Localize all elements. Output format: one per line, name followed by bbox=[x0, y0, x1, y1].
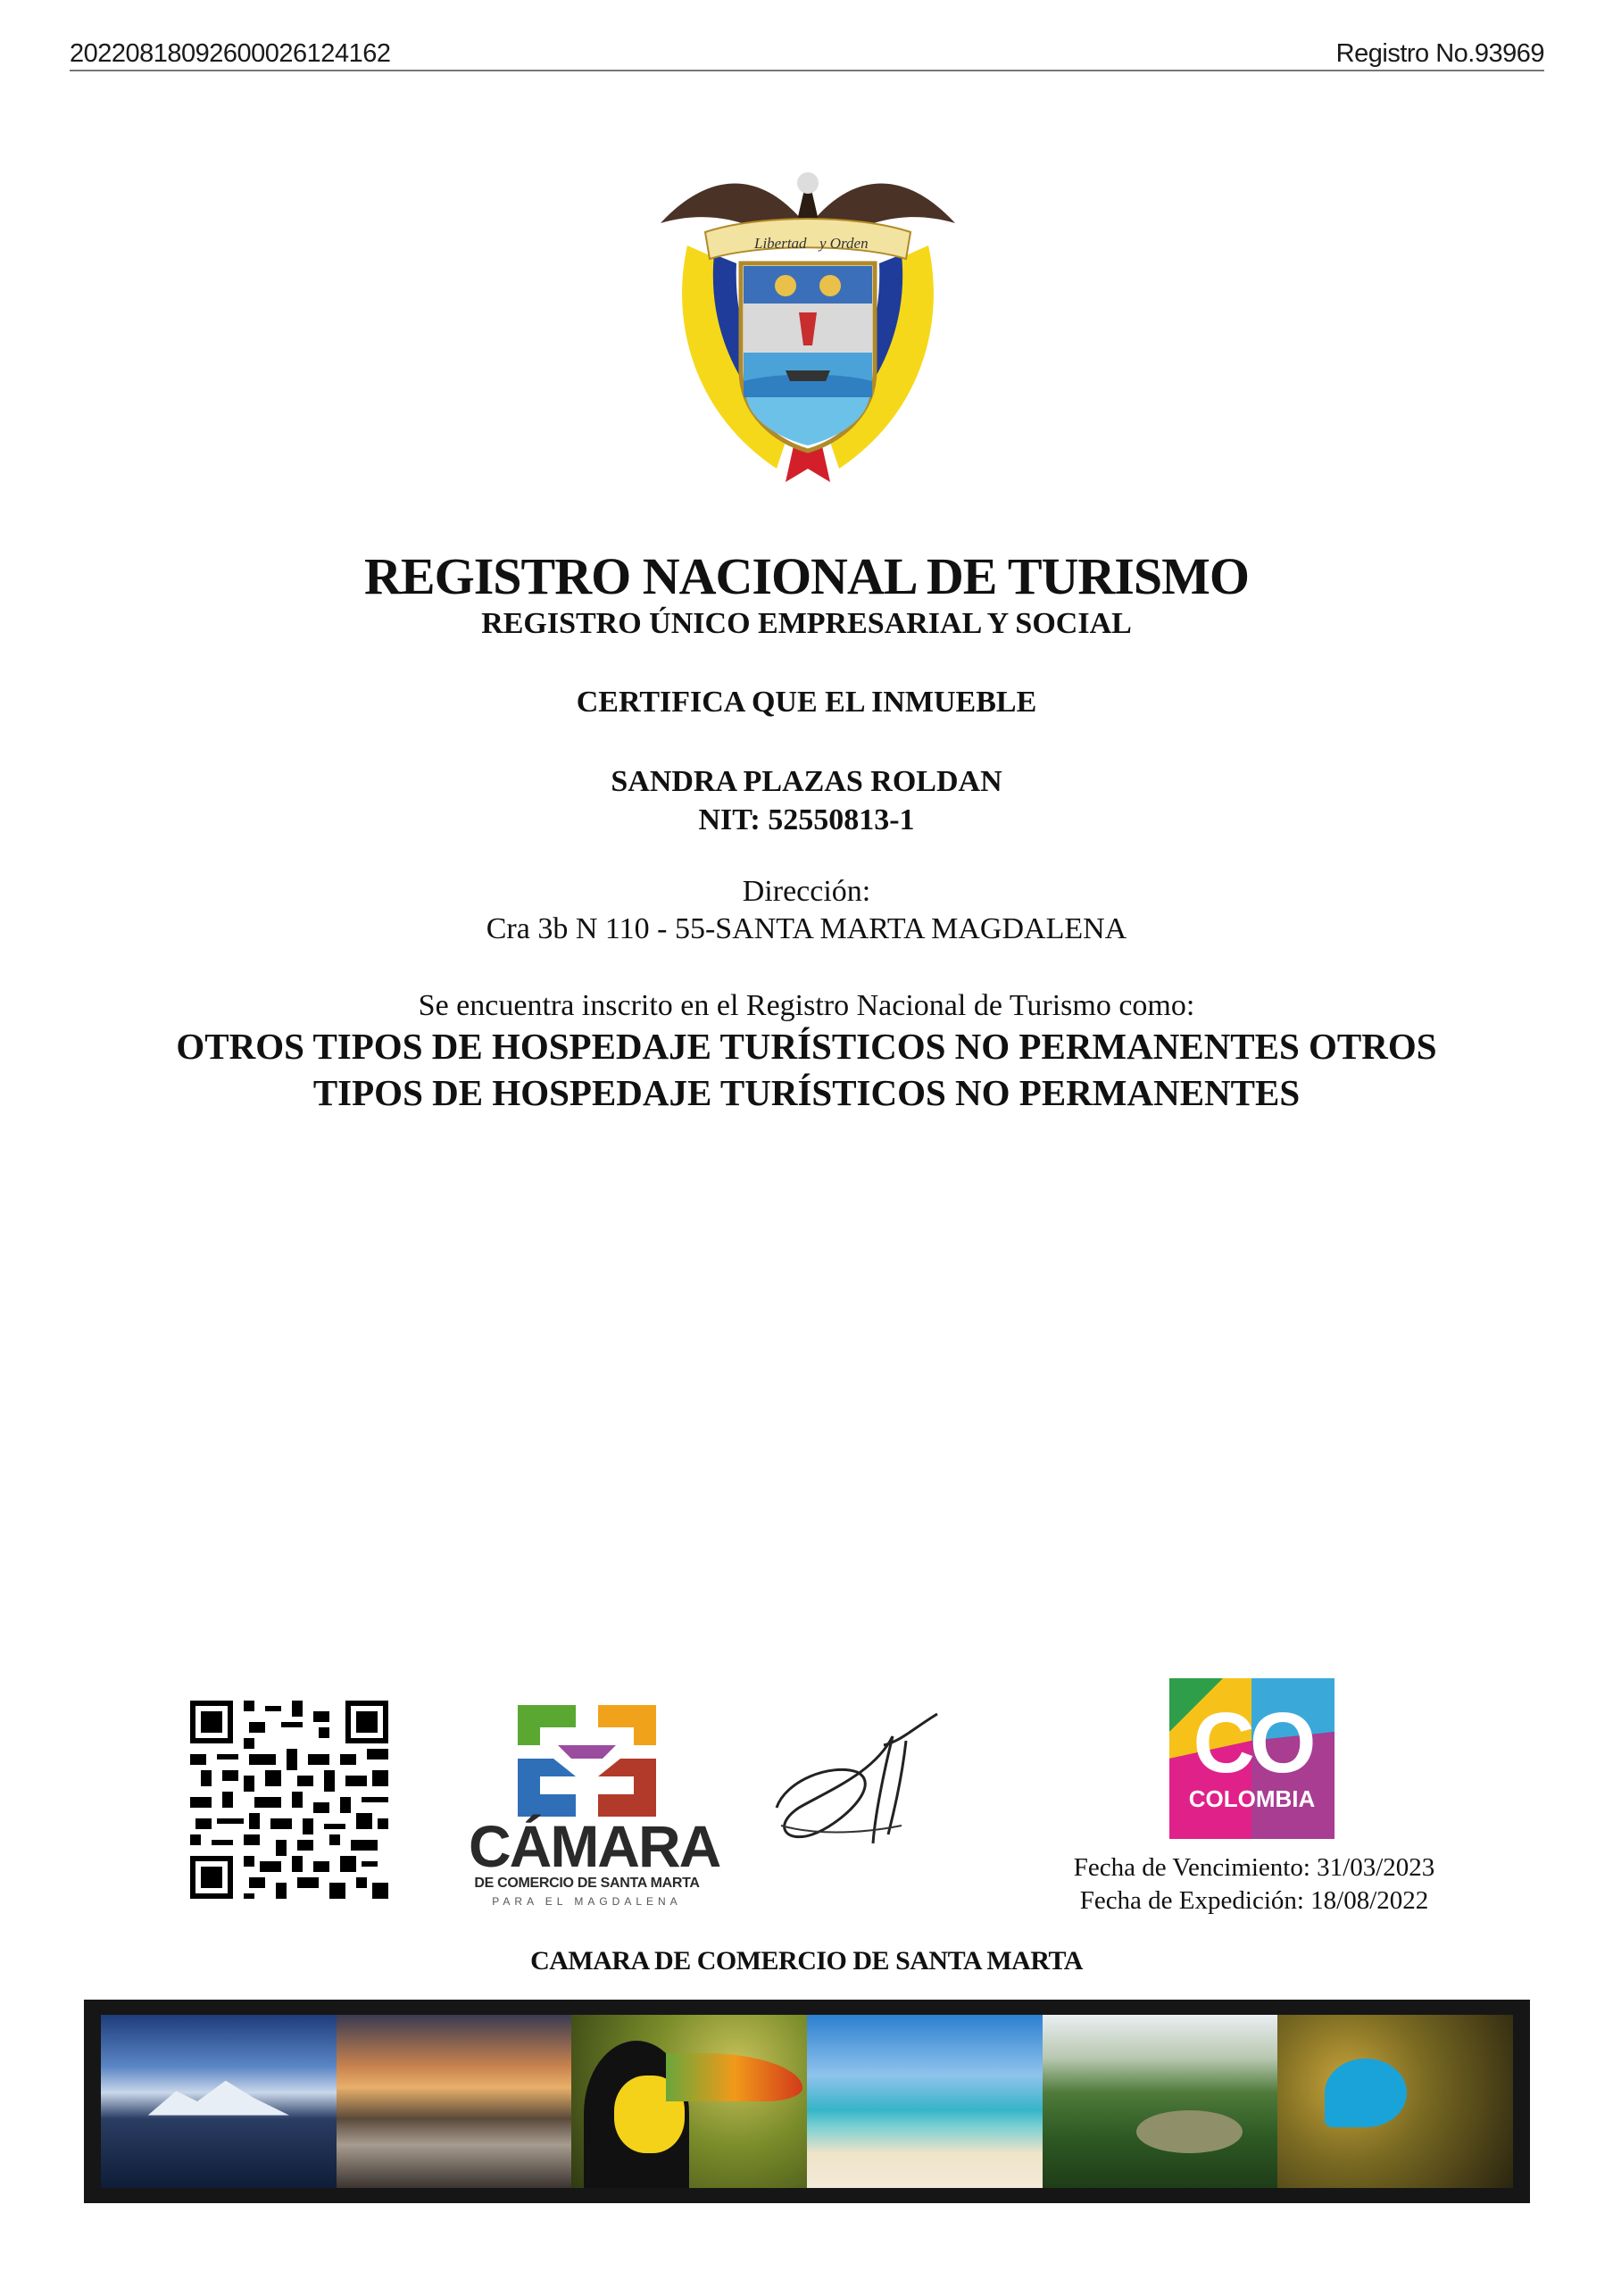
issuer-name: CAMARA DE COMERCIO DE SANTA MARTA bbox=[530, 1946, 1083, 1976]
photo-blue-butterfly bbox=[1277, 2015, 1513, 2188]
camara-comercio-logo bbox=[469, 1692, 720, 1915]
camara-logo-line1: DE COMERCIO DE SANTA MARTA bbox=[474, 1876, 700, 1891]
motto-right: y Orden bbox=[819, 235, 869, 252]
issue-date: Fecha de Expedición: 18/08/2022 bbox=[1079, 1886, 1429, 1915]
photo-toucan bbox=[571, 2015, 807, 2188]
certifies-heading: CERTIFICA QUE EL INMUEBLE bbox=[576, 686, 1037, 719]
colombia-logo-small: COLOMBIA bbox=[1188, 1785, 1316, 1812]
expiry-date: Fecha de Vencimiento: 31/03/2023 bbox=[1073, 1853, 1435, 1882]
colombia-brand-logo bbox=[1169, 1678, 1334, 1839]
address-value: Cra 3b N 110 - 55-SANTA MARTA MAGDALENA bbox=[486, 912, 1127, 945]
photo-caribbean-beach bbox=[807, 2015, 1043, 2188]
qr-code bbox=[190, 1701, 388, 1899]
holder-name: SANDRA PLAZAS ROLDAN bbox=[611, 765, 1002, 798]
header-divider bbox=[70, 70, 1544, 71]
colombia-logo-big: CO bbox=[1193, 1695, 1311, 1791]
page-title: REGISTRO NACIONAL DE TURISMO bbox=[364, 547, 1249, 605]
camara-logo-word: CÁMARA bbox=[469, 1813, 720, 1879]
photo-lost-city-ruins bbox=[1043, 2015, 1278, 2188]
photo-snowy-mountains bbox=[101, 2015, 337, 2188]
camara-logo-line2: PARA EL MAGDALENA bbox=[492, 1895, 682, 1908]
page-subtitle: REGISTRO ÚNICO EMPRESARIAL Y SOCIAL bbox=[481, 607, 1132, 640]
registration-category-line2: TIPOS DE HOSPEDAJE TURÍSTICOS NO PERMANENTES bbox=[312, 1072, 1301, 1113]
document-id: 20220818092600026124162 bbox=[70, 39, 391, 68]
coat-of-arms-emblem bbox=[652, 147, 964, 487]
registration-intro: Se encuentra inscrito en el Registro Nacional de Turismo como: bbox=[418, 989, 1195, 1022]
holder-nit: NIT: 52550813-1 bbox=[698, 803, 915, 836]
photo-beach-sunset bbox=[337, 2015, 572, 2188]
signature bbox=[759, 1701, 991, 1870]
address-label: Dirección: bbox=[742, 875, 871, 908]
registro-number: Registro No.93969 bbox=[1335, 39, 1544, 68]
registration-category-line1: OTROS TIPOS DE HOSPEDAJE TURÍSTICOS NO PERMANENTES OTROS bbox=[176, 1026, 1437, 1067]
tourism-photo-strip bbox=[84, 2000, 1530, 2203]
motto-left: Libertad bbox=[754, 235, 807, 252]
